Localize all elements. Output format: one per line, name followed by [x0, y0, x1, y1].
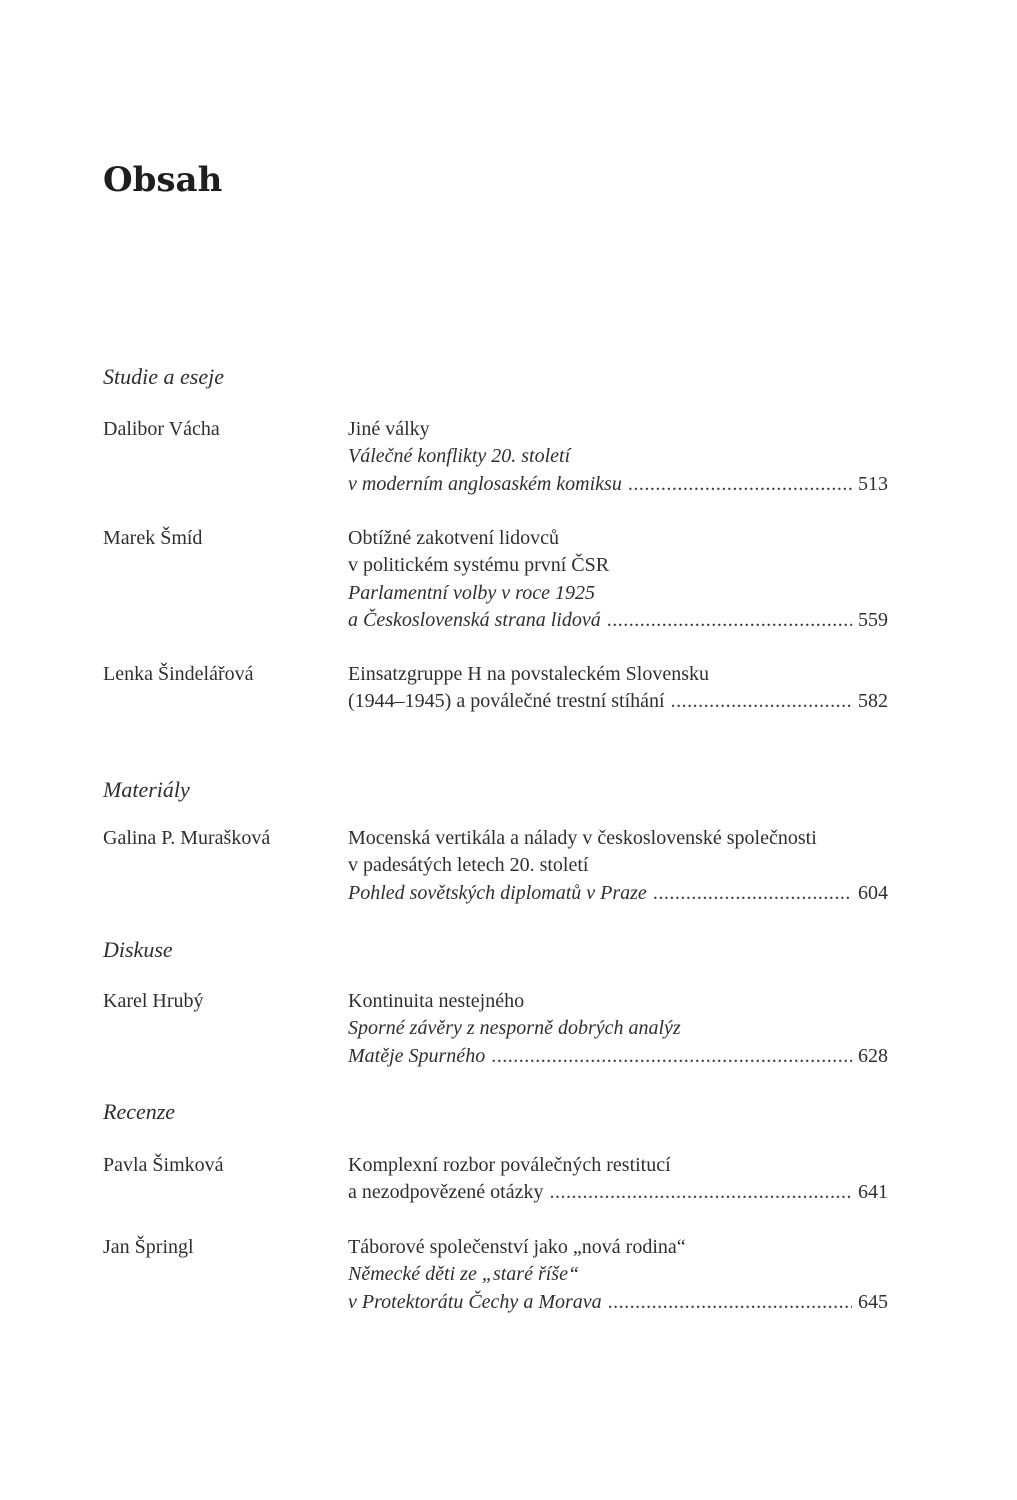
entry-author: Karel Hrubý	[103, 990, 204, 1012]
line-text: (1944–1945) a poválečné trestní stíhání	[348, 690, 665, 713]
line-text: v politickém systému první ČSR	[348, 554, 610, 577]
entry-subtitle-line	[348, 443, 888, 470]
entry-lines	[348, 825, 888, 907]
entry-title-line	[348, 416, 888, 443]
page-number: 559	[858, 608, 888, 631]
dot-leader	[608, 1289, 852, 1316]
entry-subtitle-line	[348, 580, 888, 607]
line-text: Sporné závěry z nesporně dobrých analýz	[348, 1017, 681, 1040]
line-text: Obtížné zakotvení lidovců	[348, 527, 560, 549]
entry-title-line	[348, 988, 888, 1015]
section-heading-diskuse: Diskuse	[103, 937, 173, 962]
line-text: Komplexní rozbor poválečných restitucí	[348, 1154, 671, 1176]
entry-subtitle-line	[348, 1261, 888, 1288]
dot-leader	[549, 1179, 852, 1206]
dot-leader	[653, 880, 852, 907]
page-title: Obsah	[103, 160, 223, 200]
entry-lines	[348, 525, 888, 634]
page-number: 628	[858, 1044, 888, 1067]
page-number: 645	[858, 1290, 888, 1313]
entry-subtitle-line	[348, 1015, 888, 1042]
line-text: a nezodpovězené otázky	[348, 1181, 544, 1204]
entry-lines	[348, 661, 888, 716]
entry-author: Lenka Šindelářová	[103, 663, 254, 685]
line-text: Válečné konflikty 20. století	[348, 445, 571, 468]
entry-author: Galina P. Murašková	[103, 827, 271, 849]
line-text: v Protektorátu Čechy a Morava	[348, 1290, 602, 1313]
entry-title-line	[348, 1179, 888, 1206]
entry-lines	[348, 1234, 888, 1316]
line-text: Jiné války	[348, 418, 430, 440]
line-text: Matěje Spurného	[348, 1044, 486, 1067]
entry-lines	[348, 988, 888, 1070]
page-number: 513	[858, 472, 888, 495]
entry-subtitle-line	[348, 1289, 888, 1316]
entry-subtitle-line	[348, 880, 888, 907]
line-text: Táborové společenství jako „nová rodina“	[348, 1236, 686, 1258]
entry-title-line	[348, 688, 888, 715]
entry-title-line	[348, 1234, 888, 1261]
section-heading-recenze: Recenze	[103, 1099, 176, 1124]
entry-author: Marek Šmíd	[103, 527, 203, 549]
section-heading-studie: Studie a eseje	[103, 364, 224, 389]
entry-author: Pavla Šimková	[103, 1154, 224, 1176]
line-text: Einsatzgruppe H na povstaleckém Slovensku	[348, 663, 710, 685]
line-text: a Československá strana lidová	[348, 608, 601, 631]
dot-leader	[628, 471, 852, 498]
page-number: 604	[858, 881, 888, 904]
entry-lines	[348, 416, 888, 498]
line-text: Pohled sovětských diplomatů v Praze	[348, 881, 647, 904]
entry-title-line	[348, 661, 888, 688]
section-heading-materialy: Materiály	[103, 777, 190, 802]
entry-author: Dalibor Vácha	[103, 418, 220, 440]
dot-leader	[607, 607, 852, 634]
entry-title-line	[348, 852, 888, 879]
entry-subtitle-line	[348, 607, 888, 634]
page-number: 582	[858, 690, 888, 713]
entry-title-line	[348, 552, 888, 579]
dot-leader	[671, 688, 852, 715]
entry-author: Jan Špringl	[103, 1236, 194, 1258]
line-text: Mocenská vertikála a nálady v československé společnosti	[348, 827, 817, 849]
line-text: v padesátých letech 20. století	[348, 854, 589, 877]
entry-title-line	[348, 825, 888, 852]
line-text: Parlamentní volby v roce 1925	[348, 581, 595, 604]
entry-title-line	[348, 1152, 888, 1179]
dot-leader	[491, 1043, 852, 1070]
entry-subtitle-line	[348, 471, 888, 498]
entry-subtitle-line	[348, 1043, 888, 1070]
line-text: Kontinuita nestejného	[348, 990, 525, 1012]
entry-title-line	[348, 525, 888, 552]
line-text: Německé děti ze „staré říše“	[348, 1263, 580, 1286]
page-number: 641	[858, 1181, 888, 1204]
entry-lines	[348, 1152, 888, 1207]
line-text: v moderním anglosaském komiksu	[348, 472, 622, 495]
